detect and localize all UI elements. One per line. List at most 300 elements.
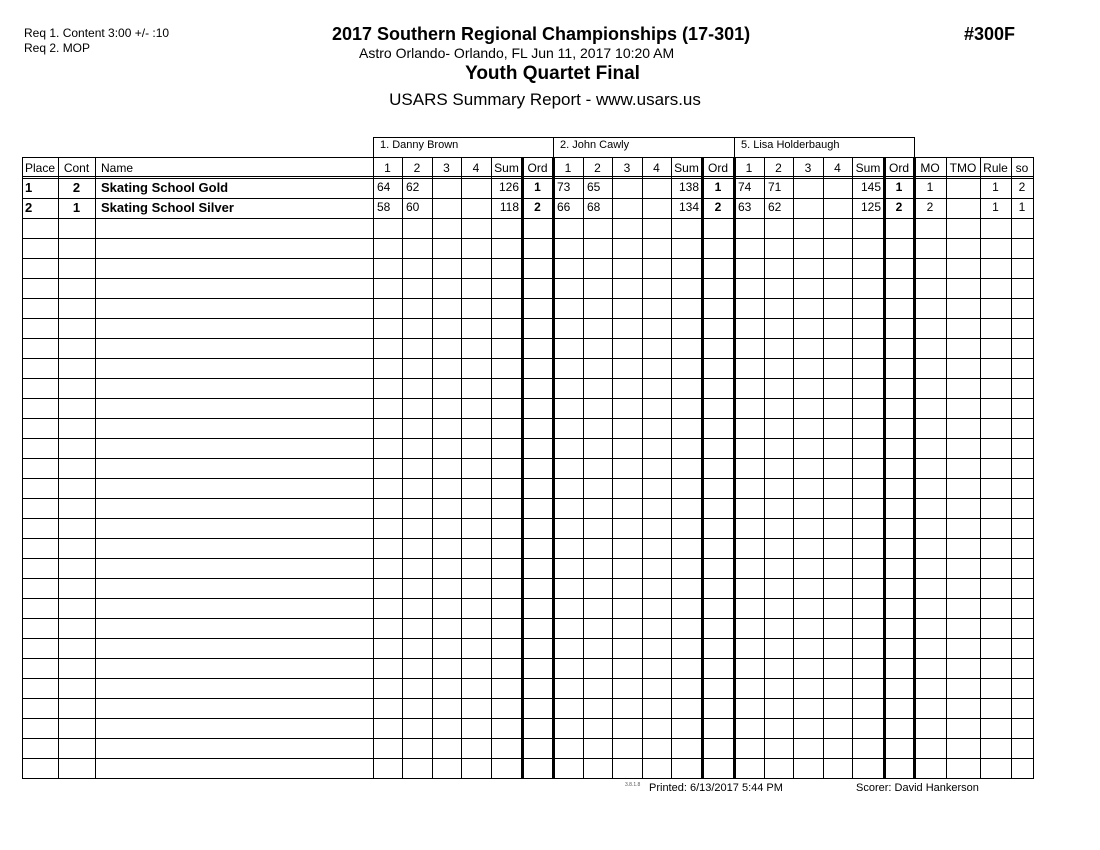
rule-cell xyxy=(980,358,1011,378)
judge-1-ord-cell xyxy=(522,738,553,758)
requirement-1: Req 1. Content 3:00 +/- :10 xyxy=(24,26,170,40)
judge-2-ord-cell xyxy=(702,578,734,598)
judge-2-sum-cell xyxy=(671,218,702,238)
grid-vertical-line xyxy=(432,157,433,778)
judge-2-s3-cell xyxy=(612,218,642,238)
grid-horizontal-line xyxy=(22,718,1034,719)
name-cell xyxy=(95,618,373,638)
judge-2-ord-cell xyxy=(702,498,734,518)
judge-3-s3-cell xyxy=(793,418,823,438)
judge-1-sum-cell xyxy=(491,698,522,718)
judge-1-ord-cell xyxy=(522,498,553,518)
cont-cell xyxy=(58,658,95,678)
competition-title: 2017 Southern Regional Championships (17-301) xyxy=(332,24,751,44)
judge-3-s3-cell xyxy=(793,278,823,298)
mo-cell xyxy=(914,238,946,258)
mo-cell xyxy=(914,698,946,718)
judge-3-sum-cell xyxy=(852,678,884,698)
column-header-judge-2-sum: Sum xyxy=(674,161,699,175)
cont-cell xyxy=(58,518,95,538)
judge-3-s1-cell xyxy=(734,678,764,698)
grid-vertical-line xyxy=(583,157,584,778)
judge-3-s4-cell xyxy=(823,658,852,678)
judge-3-s3-cell xyxy=(793,478,823,498)
event-number: #300F xyxy=(964,24,1016,44)
judge-1-s1-cell xyxy=(373,258,402,278)
judge-1-ord-cell xyxy=(522,378,553,398)
name-cell xyxy=(95,578,373,598)
judge-1-sum-cell xyxy=(491,358,522,378)
judge-3-ord-cell xyxy=(884,358,914,378)
judge-1-s2-cell xyxy=(402,438,432,458)
judge-3-s2-cell xyxy=(764,298,793,318)
report-name: USARS Summary Report - www.usars.us xyxy=(389,90,701,109)
grid-horizontal-line xyxy=(22,778,1034,779)
cont-cell xyxy=(58,218,95,238)
judge-3-s3-cell xyxy=(793,338,823,358)
place-cell xyxy=(22,438,58,458)
judge-3-s3-cell xyxy=(793,398,823,418)
judge-2-s1-cell xyxy=(553,318,583,338)
mo-cell xyxy=(914,278,946,298)
column-header-judge-2-ord: Ord xyxy=(707,161,728,175)
rule-cell xyxy=(980,518,1011,538)
place-cell xyxy=(22,478,58,498)
judge-3-sum-cell xyxy=(852,518,884,538)
judge-3-s2-cell xyxy=(764,438,793,458)
judge-3-s2-cell xyxy=(764,718,793,738)
grid-horizontal-line xyxy=(22,176,1034,177)
judge-2-s4-cell xyxy=(642,618,671,638)
judge-1-s4-cell xyxy=(461,618,491,638)
judge-3-s1-cell xyxy=(734,318,764,338)
judge-3-ord-cell: 1 xyxy=(895,180,903,194)
judge-2-s2-cell xyxy=(583,458,612,478)
judge-3-s3-cell xyxy=(793,658,823,678)
column-header-rule: Rule xyxy=(983,161,1008,175)
judge-header-2 xyxy=(553,137,735,157)
judge-3-ord-cell xyxy=(884,278,914,298)
judge-1-ord-cell xyxy=(522,598,553,618)
grid-horizontal-line xyxy=(22,398,1034,399)
rule-cell xyxy=(980,298,1011,318)
judge-1-ord-cell xyxy=(522,658,553,678)
mo-cell xyxy=(914,378,946,398)
column-header-judge-3-sum: Sum xyxy=(855,161,881,175)
rule-cell xyxy=(980,578,1011,598)
judge-2-sum-cell xyxy=(671,498,702,518)
judge-1-ord-cell xyxy=(522,578,553,598)
judge-3-s1-cell xyxy=(734,458,764,478)
judge-2-s3-cell xyxy=(612,358,642,378)
place-cell xyxy=(22,258,58,278)
judge-2-ord-cell xyxy=(702,458,734,478)
judge-2-ord-cell xyxy=(702,638,734,658)
place-cell xyxy=(22,378,58,398)
judge-1-sum-cell xyxy=(491,738,522,758)
tmo-cell xyxy=(946,538,980,558)
judge-3-s4-cell xyxy=(823,438,852,458)
grid-horizontal-line xyxy=(22,358,1034,359)
grid-vertical-line xyxy=(913,157,916,778)
judge-1-s4-cell xyxy=(461,198,491,218)
judge-3-s3-cell xyxy=(793,378,823,398)
judge-3-sum-cell xyxy=(852,358,884,378)
judge-header-3 xyxy=(734,137,915,157)
judge-3-s1-cell xyxy=(734,718,764,738)
judge-2-sum-cell xyxy=(671,678,702,698)
judge-2-ord-cell: 1 xyxy=(714,180,722,194)
name-cell xyxy=(95,418,373,438)
judge-3-ord-cell xyxy=(884,758,914,778)
judge-1-s3-cell xyxy=(432,318,461,338)
judge-2-sum-cell xyxy=(671,518,702,538)
mo-cell xyxy=(914,218,946,238)
place-cell xyxy=(22,558,58,578)
judge-1-s1-cell xyxy=(373,638,402,658)
column-header-judge-1-s4: 4 xyxy=(472,161,480,175)
judge-3-ord-cell xyxy=(884,398,914,418)
judge-1-s3-cell xyxy=(432,418,461,438)
judge-2-s1-cell xyxy=(553,238,583,258)
judge-2-s4-cell xyxy=(642,538,671,558)
place-cell xyxy=(22,658,58,678)
judge-1-s1-cell xyxy=(373,658,402,678)
judge-1-sum-cell xyxy=(491,578,522,598)
judge-1-sum-cell xyxy=(491,538,522,558)
cont-cell xyxy=(58,318,95,338)
judge-2-sum-cell: 138 xyxy=(678,180,699,194)
judge-1-s2-cell xyxy=(402,578,432,598)
cont-cell xyxy=(58,358,95,378)
judge-2-s4-cell xyxy=(642,598,671,618)
judge-3-ord-cell xyxy=(884,558,914,578)
judge-1-sum-cell: 118 xyxy=(499,200,519,214)
judge-1-sum-cell xyxy=(491,498,522,518)
judge-2-s2-cell xyxy=(583,358,612,378)
judge-1-s1-cell xyxy=(373,298,402,318)
judge-1-s1-cell xyxy=(373,218,402,238)
judge-1-s4-cell xyxy=(461,238,491,258)
judge-2-s3-cell xyxy=(612,338,642,358)
judge-3-s4-cell xyxy=(823,338,852,358)
table-row xyxy=(22,298,1033,318)
judge-3-sum-cell xyxy=(852,258,884,278)
grid-horizontal-line xyxy=(22,238,1034,239)
printed-timestamp: Printed: 6/13/2017 5:44 PM xyxy=(649,782,783,794)
rule-cell xyxy=(980,418,1011,438)
grid-horizontal-line xyxy=(22,198,1034,199)
judge-1-ord-cell xyxy=(522,418,553,438)
table-row xyxy=(22,358,1033,378)
judge-1-s4-cell xyxy=(461,218,491,238)
place-cell xyxy=(22,218,58,238)
judge-2-ord-cell xyxy=(702,418,734,438)
judge-3-s1-cell xyxy=(734,258,764,278)
grid-vertical-line xyxy=(823,157,824,778)
judge-1-s4-cell xyxy=(461,478,491,498)
judge-2-s3-cell xyxy=(612,718,642,738)
judge-1-s1-cell xyxy=(373,718,402,738)
judge-2-s1-cell xyxy=(553,698,583,718)
table-row xyxy=(22,338,1033,358)
so-cell xyxy=(1011,238,1033,258)
judge-1-s2-cell xyxy=(402,378,432,398)
judge-1-sum-cell xyxy=(491,518,522,538)
column-header-judge-3-s1: 1 xyxy=(745,161,753,175)
judge-3-ord-cell xyxy=(884,638,914,658)
name-cell xyxy=(95,738,373,758)
judge-2-s4-cell xyxy=(642,358,671,378)
judge-3-s3-cell xyxy=(793,498,823,518)
name-cell xyxy=(95,638,373,658)
so-cell: 1 xyxy=(1018,200,1026,214)
place-cell xyxy=(22,758,58,778)
judge-3-s2-cell xyxy=(764,378,793,398)
name-cell xyxy=(95,318,373,338)
judge-2-sum-cell: 134 xyxy=(678,200,699,214)
so-cell xyxy=(1011,378,1033,398)
judge-name: 1. Danny Brown xyxy=(380,139,459,151)
judge-1-s4-cell xyxy=(461,558,491,578)
judge-2-s2-cell xyxy=(583,298,612,318)
cont-cell xyxy=(58,338,95,358)
grid-vertical-line xyxy=(402,157,403,778)
judge-3-sum-cell xyxy=(852,578,884,598)
table-row xyxy=(22,598,1033,618)
judge-2-s3-cell xyxy=(612,458,642,478)
judge-2-s4-cell xyxy=(642,678,671,698)
table-row xyxy=(22,718,1033,738)
judge-3-s4-cell xyxy=(823,738,852,758)
judge-2-s1-cell: 66 xyxy=(557,200,571,214)
so-cell xyxy=(1011,598,1033,618)
judge-2-s2-cell xyxy=(583,398,612,418)
judge-3-s3-cell xyxy=(793,558,823,578)
table-row xyxy=(22,678,1033,698)
judge-2-ord-cell xyxy=(702,238,734,258)
judge-1-ord-cell xyxy=(522,298,553,318)
judge-3-s1-cell xyxy=(734,758,764,778)
judge-2-s3-cell xyxy=(612,638,642,658)
judge-3-sum-cell xyxy=(852,338,884,358)
judge-1-ord-cell xyxy=(522,258,553,278)
judge-3-ord-cell xyxy=(884,658,914,678)
mo-cell xyxy=(914,358,946,378)
judge-3-s1-cell xyxy=(734,298,764,318)
judge-2-s3-cell xyxy=(612,178,642,198)
judge-3-ord-cell xyxy=(884,218,914,238)
judge-3-sum-cell xyxy=(852,498,884,518)
judge-2-s4-cell xyxy=(642,638,671,658)
judge-2-s2-cell xyxy=(583,658,612,678)
judge-3-s4-cell xyxy=(823,258,852,278)
rule-cell xyxy=(980,498,1011,518)
judge-2-ord-cell xyxy=(702,358,734,378)
cont-cell xyxy=(58,538,95,558)
judge-2-s3-cell xyxy=(612,538,642,558)
judge-2-sum-cell xyxy=(671,718,702,738)
tmo-cell xyxy=(946,618,980,638)
so-cell xyxy=(1011,558,1033,578)
cont-cell: 2 xyxy=(72,180,81,195)
name-cell: Skating School Gold xyxy=(101,180,229,195)
judge-1-s3-cell xyxy=(432,518,461,538)
mo-cell xyxy=(914,258,946,278)
name-cell xyxy=(95,458,373,478)
judge-3-ord-cell xyxy=(884,518,914,538)
judge-2-sum-cell xyxy=(671,318,702,338)
judge-1-s4-cell xyxy=(461,438,491,458)
table-row xyxy=(22,698,1033,718)
mo-cell xyxy=(914,578,946,598)
judge-2-s1-cell xyxy=(553,398,583,418)
judge-2-s3-cell xyxy=(612,258,642,278)
judge-1-s1-cell xyxy=(373,278,402,298)
judge-3-s3-cell xyxy=(793,298,823,318)
judge-2-s2-cell xyxy=(583,378,612,398)
name-cell xyxy=(95,558,373,578)
judge-1-s3-cell xyxy=(432,618,461,638)
judge-1-s1-cell xyxy=(373,598,402,618)
judge-1-ord-cell xyxy=(522,538,553,558)
judge-1-s2-cell xyxy=(402,498,432,518)
judge-3-ord-cell xyxy=(884,578,914,598)
rule-cell: 1 xyxy=(992,180,999,194)
judge-2-ord-cell xyxy=(702,398,734,418)
grid-vertical-line xyxy=(521,157,524,778)
judge-2-ord-cell xyxy=(702,538,734,558)
so-cell xyxy=(1011,758,1033,778)
judge-2-s2-cell: 65 xyxy=(587,180,601,194)
cont-cell xyxy=(58,598,95,618)
judge-1-s1-cell xyxy=(373,398,402,418)
tmo-cell xyxy=(946,458,980,478)
judge-2-s4-cell xyxy=(642,298,671,318)
rule-cell xyxy=(980,598,1011,618)
judge-2-s2-cell xyxy=(583,758,612,778)
mo-cell xyxy=(914,458,946,478)
grid-vertical-line xyxy=(883,157,886,778)
judge-3-s2-cell xyxy=(764,658,793,678)
table-row xyxy=(22,178,1033,198)
so-cell xyxy=(1011,538,1033,558)
cont-cell xyxy=(58,378,95,398)
tmo-cell xyxy=(946,438,980,458)
judge-1-ord-cell xyxy=(522,218,553,238)
judge-1-s4-cell xyxy=(461,178,491,198)
judge-3-s1-cell xyxy=(734,538,764,558)
judge-3-s4-cell xyxy=(823,698,852,718)
table-row xyxy=(22,558,1033,578)
judge-3-sum-cell xyxy=(852,598,884,618)
judge-2-sum-cell xyxy=(671,538,702,558)
grid-horizontal-line xyxy=(22,458,1034,459)
judge-2-s3-cell xyxy=(612,738,642,758)
judge-2-s1-cell xyxy=(553,338,583,358)
tmo-cell xyxy=(946,638,980,658)
judge-2-s2-cell xyxy=(583,418,612,438)
judge-3-s4-cell xyxy=(823,558,852,578)
rule-cell xyxy=(980,458,1011,478)
cont-cell xyxy=(58,298,95,318)
judge-2-s2-cell xyxy=(583,278,612,298)
judge-3-ord-cell xyxy=(884,598,914,618)
grid-horizontal-line xyxy=(22,618,1034,619)
mo-cell: 2 xyxy=(926,200,934,214)
judge-1-sum-cell xyxy=(491,558,522,578)
judge-3-ord-cell xyxy=(884,238,914,258)
judge-2-s2-cell: 68 xyxy=(587,200,601,214)
judge-2-sum-cell xyxy=(671,618,702,638)
judge-2-s2-cell xyxy=(583,498,612,518)
judge-2-s1-cell xyxy=(553,678,583,698)
judge-2-sum-cell xyxy=(671,378,702,398)
judge-3-s2-cell xyxy=(764,258,793,278)
tmo-cell xyxy=(946,698,980,718)
judge-3-s2-cell xyxy=(764,278,793,298)
judge-3-sum-cell xyxy=(852,718,884,738)
judge-3-s3-cell xyxy=(793,358,823,378)
judge-1-sum-cell xyxy=(491,478,522,498)
judge-1-ord-cell xyxy=(522,518,553,538)
judge-3-sum-cell xyxy=(852,638,884,658)
judge-3-ord-cell xyxy=(884,738,914,758)
tmo-cell xyxy=(946,718,980,738)
judge-3-sum-cell xyxy=(852,318,884,338)
column-header-name: Name xyxy=(101,161,134,175)
judge-3-s2-cell xyxy=(764,698,793,718)
mo-cell xyxy=(914,478,946,498)
column-header-judge-2-s1: 1 xyxy=(564,161,572,175)
judge-2-s4-cell xyxy=(642,458,671,478)
column-header-judge-2-s4: 4 xyxy=(653,161,660,175)
judge-1-s4-cell xyxy=(461,298,491,318)
table-row xyxy=(22,658,1033,678)
judge-3-ord-cell xyxy=(884,538,914,558)
judge-1-s1-cell xyxy=(373,758,402,778)
judge-1-s3-cell xyxy=(432,678,461,698)
judge-1-s4-cell xyxy=(461,538,491,558)
judge-1-s2-cell xyxy=(402,358,432,378)
judge-3-ord-cell xyxy=(884,478,914,498)
judge-2-ord-cell xyxy=(702,478,734,498)
judge-1-sum-cell xyxy=(491,318,522,338)
software-version: 3.8.1.8 xyxy=(625,782,641,788)
judge-1-s2-cell xyxy=(402,658,432,678)
place-cell xyxy=(22,418,58,438)
grid-vertical-line xyxy=(764,157,765,778)
judge-3-s3-cell xyxy=(793,238,823,258)
judge-2-ord-cell xyxy=(702,658,734,678)
judge-2-sum-cell xyxy=(671,298,702,318)
judge-3-s2-cell xyxy=(764,558,793,578)
judge-2-s4-cell xyxy=(642,698,671,718)
place-cell xyxy=(22,698,58,718)
judge-2-s2-cell xyxy=(583,638,612,658)
place-cell xyxy=(22,238,58,258)
tmo-cell xyxy=(946,398,980,418)
judge-2-sum-cell xyxy=(671,238,702,258)
judge-2-s2-cell xyxy=(583,238,612,258)
rule-cell xyxy=(980,678,1011,698)
judge-1-s2-cell xyxy=(402,278,432,298)
rule-cell xyxy=(980,238,1011,258)
judge-2-s3-cell xyxy=(612,578,642,598)
table-row xyxy=(22,198,1033,218)
so-cell xyxy=(1011,458,1033,478)
place-cell xyxy=(22,298,58,318)
